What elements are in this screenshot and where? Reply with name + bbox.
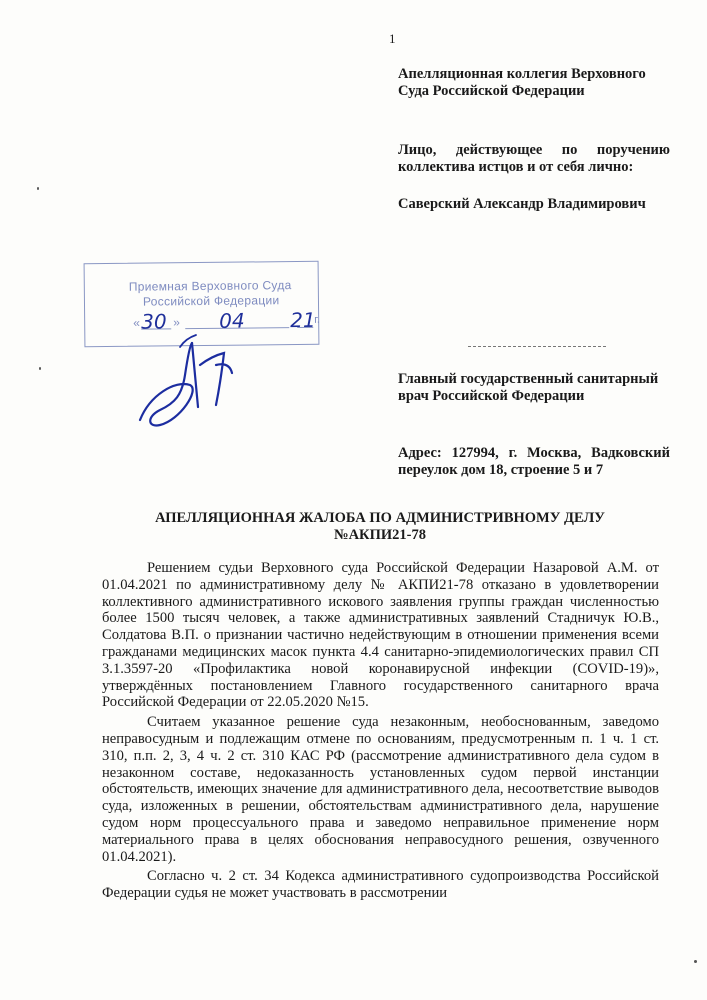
- respondent-address: Адрес: 127994, г. Москва, Вадковский переулок дом 18, строение 5 и 7: [398, 445, 670, 478]
- scan-speck: [39, 367, 41, 370]
- signature: [120, 325, 270, 445]
- representative-name: Саверский Александр Владимирович: [398, 196, 646, 212]
- scan-speck: [694, 960, 697, 963]
- page-number: 1: [389, 31, 396, 46]
- stamp-line-1: Приемная Верховного Суда: [128, 278, 292, 294]
- representative-role: Лицо, действующее по поручению коллектива истцов и от себя лично:: [398, 142, 670, 175]
- document-title: [100, 510, 660, 544]
- title-line-1: АПЕЛЛЯЦИОННАЯ ЖАЛОБА ПО АДМИНИСТРИВНОМУ ДЕЛУ: [155, 510, 605, 526]
- paragraph-2: Считаем указанное решение суда незаконным, необоснованным, заведомо неправосудным и подлежащим отмене по основаниям, предусмотренным п. 1 ч. 1 ст. 310, п.п. 2, 3, 4 ч. 2 ст. 310 КАС РФ (рассмотрение административного дела судом в незаконном составе, недоказанность установленных судом первой инстанции обстоятельств, имеющих значение для административного дела, несоответствие выводов суда, изложенных в решении, обстоятельствам административного дела, нарушение судом норм процессуального права и заведомо неправильное применение норм материального права в целях обоснования неправосудного решения, озвученного 01.04.2021).: [102, 714, 659, 865]
- title-line-2: №АКПИ21-78: [334, 527, 426, 543]
- scan-speck: [37, 187, 39, 190]
- stamp-month: 04: [219, 308, 245, 333]
- stamp-quote-close: »: [173, 315, 180, 330]
- stamp-line-2: Российской Федерации: [142, 293, 280, 309]
- separator-dashes: [468, 346, 606, 347]
- stamp-year-suffix: г.: [314, 313, 320, 326]
- paragraph-1: Решением судьи Верховного суда Российской Федерации Назаровой А.М. от 01.04.2021 по административному делу № АКПИ21-78 отказано в удовлетворении коллективного административного искового заявления группы граждан численностью более 1500 тысяч человек, а также административных заявлений Стадничук Ю.В., Солдатова В.П. о признании частично недействующим в отношении применения всеми гражданами медицинских масок пункта 4.4 санитарно-эпидемиологических правил СП 3.1.3597-20 «Профилактика новой коронавирусной инфекции (COVID-19)», утверждённых постановлением Главного государственного санитарного врача Российской Федерации от 22.05.2020 №15.: [102, 560, 659, 711]
- stamp-year: 21: [290, 307, 316, 333]
- respondent-block: Главный государственный санитарный врач Российской Федерации: [398, 371, 659, 404]
- stamp-day: 30: [141, 309, 167, 334]
- paragraph-3: Согласно ч. 2 ст. 34 Кодекса административного судопроизводства Российской Федерации судья не может участвовать в рассмотрении: [102, 868, 659, 902]
- stamp-quote-open: «: [133, 315, 140, 330]
- addressee-block: Апелляционная коллегия Верховного Суда Российской Федерации: [398, 66, 646, 99]
- body-text: [102, 560, 659, 905]
